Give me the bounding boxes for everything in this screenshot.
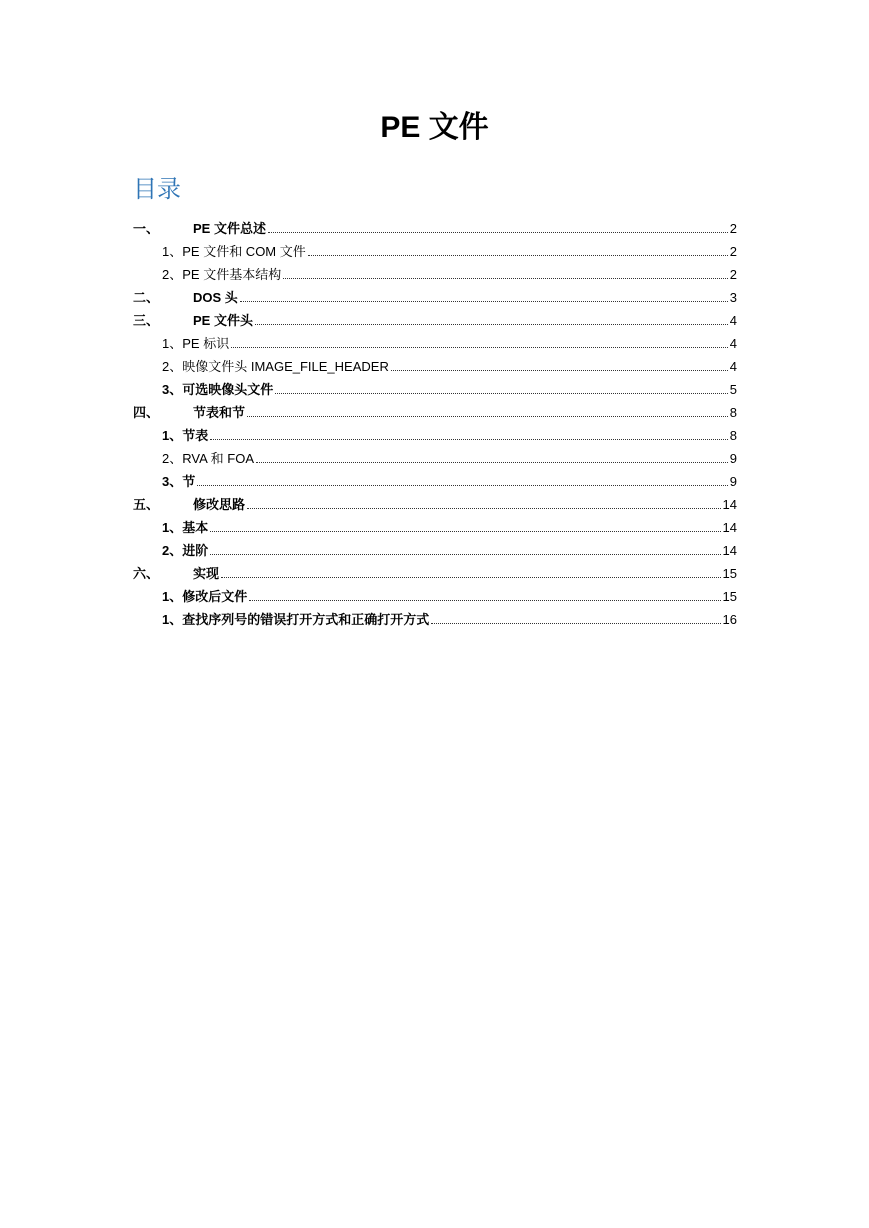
toc-dot-leader: [231, 346, 728, 348]
toc-dot-leader: [283, 277, 728, 279]
toc-entry[interactable]: [133, 329, 737, 352]
toc-entry-title: 节表和节: [193, 405, 246, 420]
toc-entry-page: 4: [729, 336, 737, 351]
toc-entry[interactable]: [133, 352, 737, 375]
table-of-contents: [133, 214, 737, 628]
toc-dot-leader: [247, 507, 721, 509]
toc-entry-number: 2、: [162, 267, 183, 282]
toc-dot-leader: [197, 484, 728, 486]
toc-entry-title: PE 标识: [182, 336, 230, 351]
toc-entry-number: 三、: [133, 313, 160, 328]
toc-entry-page: 16: [722, 612, 737, 627]
toc-entry-page: 14: [722, 520, 737, 535]
toc-entry-number: 1、: [162, 589, 183, 604]
toc-entry-page: 8: [729, 405, 737, 420]
toc-entry-title: 实现: [193, 566, 220, 581]
toc-heading: 目录: [133, 176, 181, 203]
toc-dot-leader: [255, 323, 728, 325]
toc-dot-leader: [247, 415, 728, 417]
toc-entry-number: 2、: [162, 359, 183, 374]
toc-entry[interactable]: [133, 490, 737, 513]
toc-entry-page: 9: [729, 474, 737, 489]
toc-entry[interactable]: [133, 375, 737, 398]
toc-entry-title: PE 文件基本结构: [182, 267, 282, 282]
toc-entry-page: 2: [729, 267, 737, 282]
toc-entry[interactable]: [133, 398, 737, 421]
toc-entry[interactable]: [133, 536, 737, 559]
toc-entry[interactable]: [133, 467, 737, 490]
toc-dot-leader: [249, 599, 720, 601]
toc-entry-title: 节表: [182, 428, 209, 443]
toc-entry-number: 二、: [133, 290, 160, 305]
toc-entry-number: 五、: [133, 497, 160, 512]
toc-entry[interactable]: [133, 582, 737, 605]
toc-entry-page: 15: [722, 589, 737, 604]
toc-entry-number: 六、: [133, 566, 160, 581]
toc-entry-number: 1、: [162, 520, 183, 535]
toc-entry-title: 映像文件头 IMAGE_FILE_HEADER: [182, 359, 389, 374]
toc-entry-number: 2、: [162, 543, 183, 558]
toc-entry[interactable]: [133, 605, 737, 628]
toc-entry[interactable]: [133, 421, 737, 444]
document-title: PE 文件: [380, 111, 489, 144]
toc-entry-title: 进阶: [182, 543, 209, 558]
toc-entry-title: 基本: [182, 520, 209, 535]
toc-entry-page: 2: [729, 221, 737, 236]
toc-dot-leader: [210, 438, 728, 440]
toc-entry-title: 可选映像头文件: [182, 382, 274, 397]
toc-entry[interactable]: [133, 237, 737, 260]
toc-entry-title: PE 文件和 COM 文件: [182, 244, 306, 259]
toc-entry-page: 5: [729, 382, 737, 397]
toc-dot-leader: [221, 576, 721, 578]
toc-entry[interactable]: [133, 559, 737, 582]
toc-dot-leader: [268, 231, 728, 233]
toc-entry-number: 1、: [162, 612, 183, 627]
toc-entry-title: PE 文件总述: [193, 221, 266, 236]
toc-entry-number: 1、: [162, 428, 183, 443]
toc-entry[interactable]: [133, 283, 737, 306]
toc-entry[interactable]: [133, 260, 737, 283]
toc-entry-page: 8: [729, 428, 737, 443]
toc-entry-number: 1、: [162, 336, 183, 351]
toc-entry-number: 3、: [162, 382, 183, 397]
toc-entry-page: 14: [722, 497, 737, 512]
toc-entry-page: 9: [729, 451, 737, 466]
toc-entry[interactable]: [133, 513, 737, 536]
toc-entry-title: 节: [182, 474, 196, 489]
toc-entry-title: 查找序列号的错误打开方式和正确打开方式: [182, 612, 430, 627]
toc-entry-title: RVA 和 FOA: [182, 451, 254, 466]
toc-entry-title: PE 文件头: [193, 313, 253, 328]
toc-entry[interactable]: [133, 214, 737, 237]
toc-entry-number: 一、: [133, 221, 160, 236]
toc-entry-number: 四、: [133, 405, 160, 420]
toc-entry-title: 修改思路: [193, 497, 246, 512]
toc-entry-title: 修改后文件: [182, 589, 248, 604]
toc-dot-leader: [275, 392, 728, 394]
toc-entry[interactable]: [133, 444, 737, 467]
toc-dot-leader: [210, 530, 720, 532]
toc-entry-page: 14: [722, 543, 737, 558]
toc-dot-leader: [240, 300, 728, 302]
toc-dot-leader: [256, 461, 728, 463]
toc-entry-page: 4: [729, 359, 737, 374]
toc-entry-title: DOS 头: [193, 290, 238, 305]
toc-entry-page: 2: [729, 244, 737, 259]
toc-dot-leader: [210, 553, 720, 555]
toc-dot-leader: [308, 254, 728, 256]
toc-entry-page: 15: [722, 566, 737, 581]
toc-entry-number: 3、: [162, 474, 183, 489]
toc-entry-page: 3: [729, 290, 737, 305]
toc-dot-leader: [431, 622, 720, 624]
toc-entry-number: 2、: [162, 451, 183, 466]
toc-entry-page: 4: [729, 313, 737, 328]
toc-entry[interactable]: [133, 306, 737, 329]
toc-dot-leader: [391, 369, 728, 371]
toc-entry-number: 1、: [162, 244, 183, 259]
